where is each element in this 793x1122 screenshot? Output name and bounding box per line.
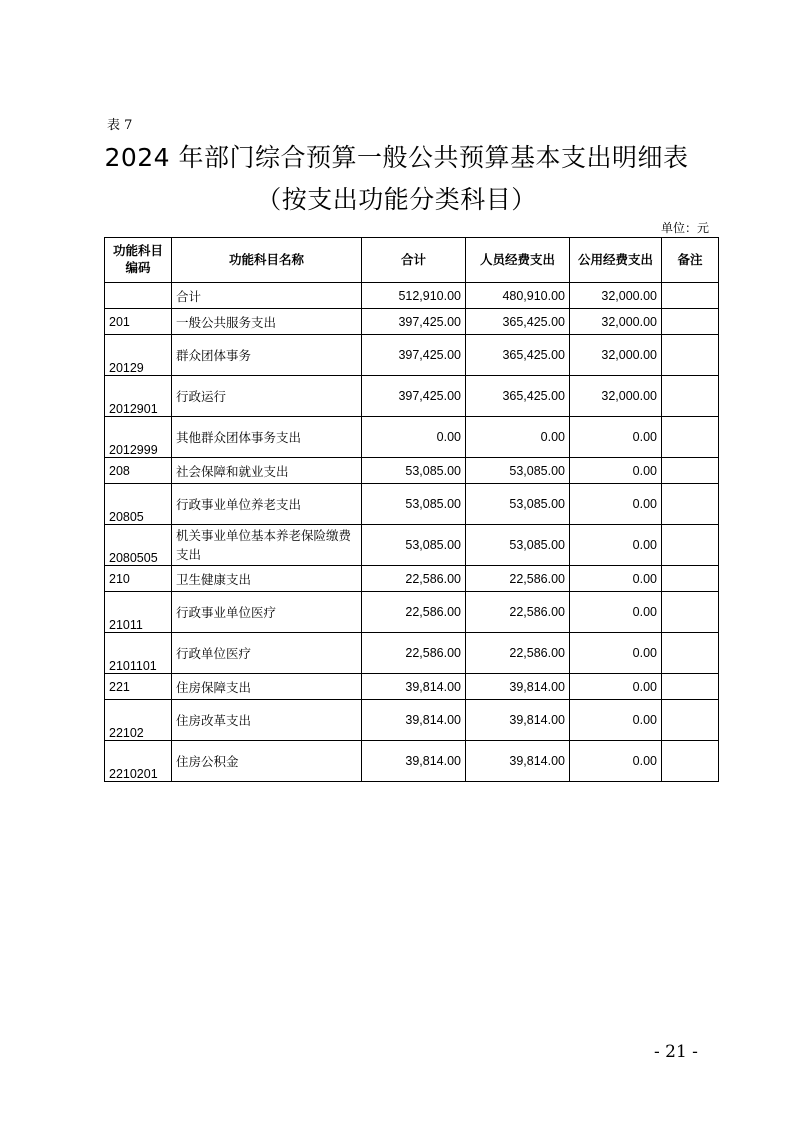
page-title: 2024 年部门综合预算一般公共预算基本支出明细表	[104, 143, 689, 172]
page-subtitle: （按支出功能分类科目）	[256, 185, 537, 214]
cell-personnel: 365,425.00	[466, 309, 570, 335]
table-row	[105, 566, 719, 592]
cell-name: 社会保障和就业支出	[172, 458, 362, 484]
cell-public: 0.00	[570, 741, 662, 782]
cell-code: 2012999	[105, 417, 172, 458]
cell-note	[662, 633, 719, 674]
unit-label: 单位：元	[660, 221, 709, 235]
cell-public: 0.00	[570, 525, 662, 566]
cell-name: 行政单位医疗	[172, 633, 362, 674]
table-row	[105, 633, 719, 674]
column-header-total: 合计	[362, 238, 466, 283]
cell-note	[662, 484, 719, 525]
cell-note	[662, 592, 719, 633]
cell-code: 208	[105, 458, 172, 484]
cell-note	[662, 458, 719, 484]
cell-personnel: 22,586.00	[466, 566, 570, 592]
cell-name: 行政事业单位养老支出	[172, 484, 362, 525]
cell-note	[662, 674, 719, 700]
cell-code: 2080505	[105, 525, 172, 566]
cell-code: 2210201	[105, 741, 172, 782]
table-row	[105, 376, 719, 417]
cell-public: 0.00	[570, 592, 662, 633]
table-row	[105, 309, 719, 335]
cell-public: 0.00	[570, 674, 662, 700]
cell-total: 39,814.00	[362, 741, 466, 782]
cell-name: 行政运行	[172, 376, 362, 417]
cell-total: 39,814.00	[362, 674, 466, 700]
cell-public: 32,000.00	[570, 309, 662, 335]
cell-total: 397,425.00	[362, 309, 466, 335]
cell-total: 397,425.00	[362, 335, 466, 376]
cell-code: 221	[105, 674, 172, 700]
cell-total: 512,910.00	[362, 283, 466, 309]
column-header-note: 备注	[662, 238, 719, 283]
cell-name: 一般公共服务支出	[172, 309, 362, 335]
cell-name: 群众团体事务	[172, 335, 362, 376]
cell-public: 32,000.00	[570, 283, 662, 309]
cell-total: 53,085.00	[362, 458, 466, 484]
table-label: 表 7	[107, 118, 133, 133]
cell-personnel: 53,085.00	[466, 484, 570, 525]
cell-personnel: 365,425.00	[466, 376, 570, 417]
table-row	[105, 592, 719, 633]
cell-public: 0.00	[570, 566, 662, 592]
table-row	[105, 283, 719, 309]
cell-total: 53,085.00	[362, 484, 466, 525]
cell-code: 210	[105, 566, 172, 592]
cell-name: 行政事业单位医疗	[172, 592, 362, 633]
cell-code: 2101101	[105, 633, 172, 674]
cell-personnel: 53,085.00	[466, 458, 570, 484]
table-row	[105, 458, 719, 484]
cell-public: 0.00	[570, 458, 662, 484]
cell-public: 0.00	[570, 700, 662, 741]
cell-note	[662, 525, 719, 566]
cell-total: 53,085.00	[362, 525, 466, 566]
cell-name: 卫生健康支出	[172, 566, 362, 592]
cell-name: 住房保障支出	[172, 674, 362, 700]
cell-personnel: 365,425.00	[466, 335, 570, 376]
cell-note	[662, 741, 719, 782]
table-body	[105, 283, 719, 782]
cell-note	[662, 335, 719, 376]
cell-personnel: 39,814.00	[466, 741, 570, 782]
cell-total: 0.00	[362, 417, 466, 458]
cell-total: 22,586.00	[362, 633, 466, 674]
cell-note	[662, 566, 719, 592]
cell-code	[105, 283, 172, 309]
cell-code: 201	[105, 309, 172, 335]
table-row	[105, 741, 719, 782]
cell-note	[662, 283, 719, 309]
table-row	[105, 525, 719, 566]
cell-total: 22,586.00	[362, 592, 466, 633]
cell-code: 20129	[105, 335, 172, 376]
cell-note	[662, 417, 719, 458]
cell-personnel: 22,586.00	[466, 592, 570, 633]
cell-personnel: 39,814.00	[466, 700, 570, 741]
cell-total: 22,586.00	[362, 566, 466, 592]
table-row	[105, 700, 719, 741]
cell-public: 0.00	[570, 484, 662, 525]
cell-note	[662, 376, 719, 417]
column-header-personnel: 人员经费支出	[466, 238, 570, 283]
table-row	[105, 484, 719, 525]
cell-name: 住房改革支出	[172, 700, 362, 741]
cell-code: 22102	[105, 700, 172, 741]
cell-personnel: 0.00	[466, 417, 570, 458]
cell-personnel: 53,085.00	[466, 525, 570, 566]
budget-table	[104, 237, 719, 782]
table-row	[105, 674, 719, 700]
cell-name: 其他群众团体事务支出	[172, 417, 362, 458]
cell-public: 0.00	[570, 417, 662, 458]
page-number: - 21 -	[654, 1042, 698, 1062]
table-row	[105, 335, 719, 376]
cell-total: 397,425.00	[362, 376, 466, 417]
cell-name: 住房公积金	[172, 741, 362, 782]
cell-personnel: 22,586.00	[466, 633, 570, 674]
table-header-row	[105, 238, 719, 283]
cell-public: 0.00	[570, 633, 662, 674]
cell-name: 机关事业单位基本养老保险缴费支出	[172, 525, 362, 566]
cell-total: 39,814.00	[362, 700, 466, 741]
cell-code: 21011	[105, 592, 172, 633]
table-row	[105, 417, 719, 458]
column-header-code: 功能科目编码	[105, 238, 172, 283]
cell-note	[662, 700, 719, 741]
cell-name: 合计	[172, 283, 362, 309]
cell-code: 2012901	[105, 376, 172, 417]
cell-personnel: 39,814.00	[466, 674, 570, 700]
cell-personnel: 480,910.00	[466, 283, 570, 309]
column-header-public: 公用经费支出	[570, 238, 662, 283]
cell-code: 20805	[105, 484, 172, 525]
cell-public: 32,000.00	[570, 376, 662, 417]
column-header-name: 功能科目名称	[172, 238, 362, 283]
cell-public: 32,000.00	[570, 335, 662, 376]
cell-note	[662, 309, 719, 335]
